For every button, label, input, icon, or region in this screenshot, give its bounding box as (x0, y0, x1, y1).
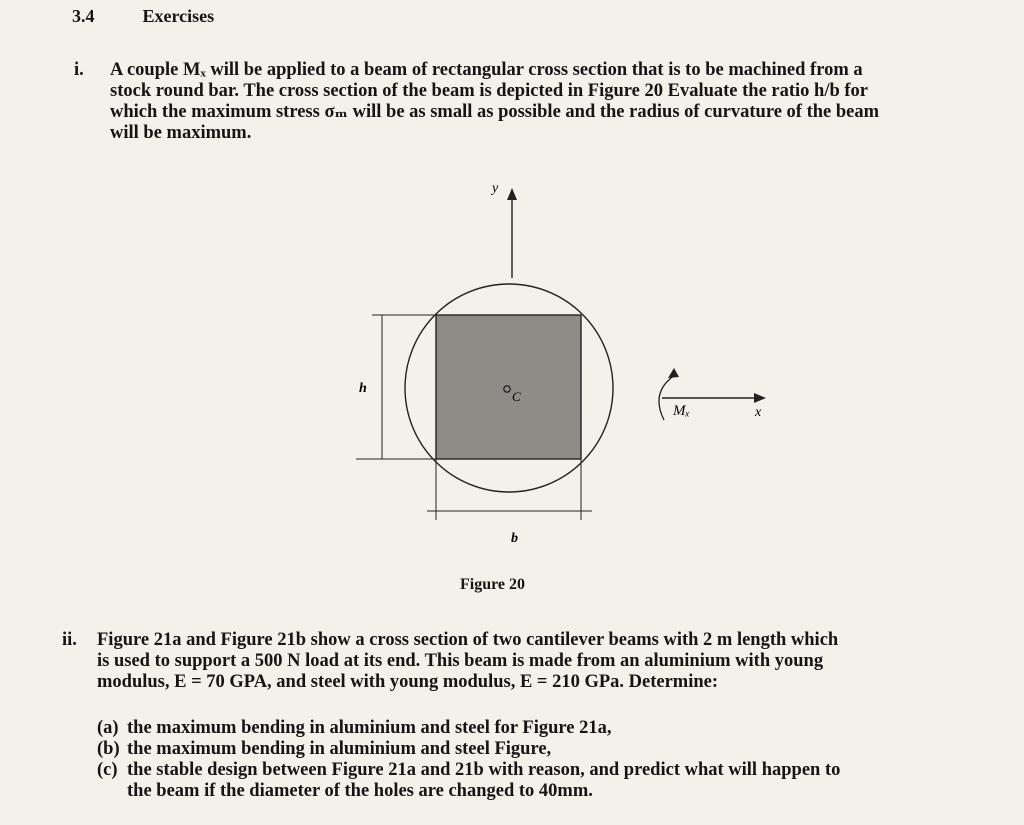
exercise-ii-marker: ii. (62, 630, 77, 650)
moment-label: Mₓ (673, 403, 690, 419)
moment-arc-arrowhead (668, 368, 679, 378)
exercise-ii-line: Figure 21a and Figure 21b show a cross section of two cantilever beams with 2 m length which (97, 630, 839, 650)
figure-20-diagram (340, 180, 790, 570)
exercise-ii-line: modulus, E = 70 GPA, and steel with young modulus, E = 210 GPa. Determine: (97, 672, 719, 692)
exercise-ii-line: is used to support a 500 N load at its end. This beam is made from an aluminium with young (97, 651, 824, 671)
rectangular-cross-section (436, 315, 581, 459)
part-c (97, 760, 840, 802)
part-b-label: (b) (97, 739, 120, 759)
exercise-i-marker: i. (74, 60, 84, 80)
part-a (97, 718, 840, 739)
h-dimension-label: h (359, 381, 367, 396)
x-axis-arrow (754, 393, 766, 403)
x-axis-label: x (755, 405, 762, 420)
figure-caption: Figure 20 (460, 576, 526, 593)
section-number: 3.4 (72, 6, 95, 26)
part-c-text: the stable design between Figure 21a and 21b with reason, and predict what will happen to (127, 760, 841, 780)
part-c-label: (c) (97, 760, 118, 780)
section-heading (72, 6, 214, 27)
centroid-label: C (512, 389, 521, 404)
part-a-text: the maximum bending in aluminium and steel for Figure 21a, (127, 718, 612, 738)
y-axis-arrow (507, 188, 517, 200)
exercise-ii-parts (97, 718, 840, 802)
exercise-i-text (110, 60, 940, 144)
exercise-i-line: which the maximum stress σₘ will be as small as possible and the radius of curvature of the beam (110, 102, 880, 122)
exercise-i-line: stock round bar. The cross section of the beam is depicted in Figure 20 Evaluate the ratio h/b for (110, 81, 869, 101)
bleed-through-text (150, 150, 159, 177)
exercise-ii-text (97, 630, 937, 693)
part-b (97, 739, 840, 760)
part-a-label: (a) (97, 718, 119, 738)
section-title: Exercises (142, 6, 215, 26)
part-c-text-cont: the beam if the diameter of the holes are changed to 40mm. (127, 781, 593, 801)
part-b-text: the maximum bending in aluminium and steel Figure, (127, 739, 552, 759)
exercise-i-line: will be maximum. (110, 123, 252, 143)
b-dimension-label: b (511, 531, 518, 546)
y-axis-label: y (492, 181, 499, 196)
exercise-i-line: A couple Mₓ will be applied to a beam of rectangular cross section that is to be machined from a (110, 60, 863, 80)
